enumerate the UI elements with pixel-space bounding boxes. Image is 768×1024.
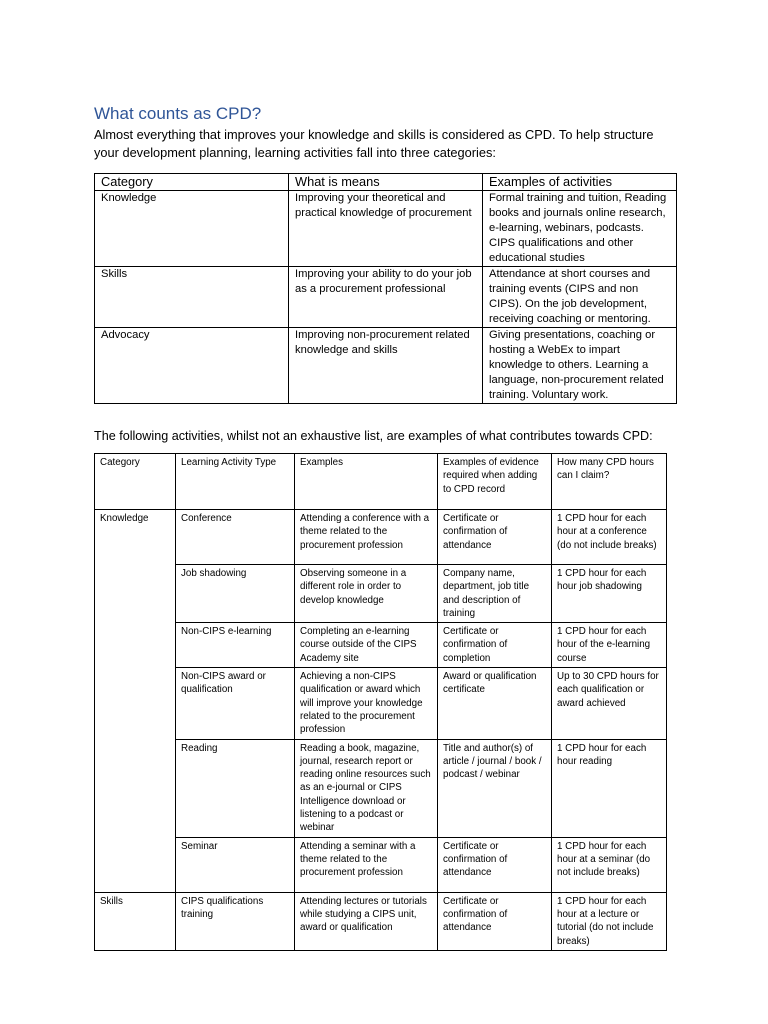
table-cell: Certificate or confirmation of attendance — [438, 510, 552, 565]
cpd-activities-table — [94, 453, 667, 951]
category-cell — [95, 565, 176, 623]
table-row — [95, 328, 677, 404]
table-cell: 1 CPD hour for each hour of the e-learning course — [552, 623, 667, 668]
table-cell: Observing someone in a different role in order to develop knowledge — [295, 565, 438, 623]
table-cell: 1 CPD hour for each hour job shadowing — [552, 565, 667, 623]
header-cell: Learning Activity Type — [176, 454, 295, 510]
intro-paragraph: Almost everything that improves your knowledge and skills is considered as CPD. To help structure your development planning, learning activities fall into three categories: — [94, 127, 654, 160]
table-cell: Reading — [176, 739, 295, 837]
table-cell: Completing an e-learning course outside of the CIPS Academy site — [295, 623, 438, 668]
activities-intro: The following activities, whilst not an exhaustive list, are examples of what contributes towards CPD: — [94, 429, 653, 443]
table-cell: Attendance at short courses and training events (CIPS and non CIPS). On the job development, receiving coaching or mentoring. — [483, 267, 677, 328]
table-cell: Reading a book, magazine, journal, research report or reading online resources such as an e-journal or CIPS Intelligence download or listening to a podcast or webinar — [295, 739, 438, 837]
table-cell: 1 CPD hour for each hour at a conference (do not include breaks) — [552, 510, 667, 565]
header-cell: Category — [95, 454, 176, 510]
header-cell: Category — [95, 174, 289, 191]
table-cell: Improving your theoretical and practical knowledge of procurement — [289, 191, 483, 267]
header-cell: How many CPD hours can I claim? — [552, 454, 667, 510]
table-cell: Non-CIPS award or qualification — [176, 668, 295, 739]
table-row — [95, 623, 667, 668]
table-cell: Attending a conference with a theme related to the procurement profession — [295, 510, 438, 565]
table-cell: Title and author(s) of article / journal / book / podcast / webinar — [438, 739, 552, 837]
table-cell: Certificate or confirmation of completion — [438, 623, 552, 668]
table-row — [95, 267, 677, 328]
category-cell — [95, 837, 176, 892]
table-row — [95, 565, 667, 623]
table-cell: Certificate or confirmation of attendance — [438, 837, 552, 892]
table-cell: Certificate or confirmation of attendance — [438, 892, 552, 950]
table-cell: Award or qualification certificate — [438, 668, 552, 739]
category-cell — [95, 668, 176, 739]
table-cell: Advocacy — [95, 328, 289, 404]
table-cell: 1 CPD hour for each hour at a seminar (do not include breaks) — [552, 837, 667, 892]
table-cell: Knowledge — [95, 191, 289, 267]
table-cell: 1 CPD hour for each hour at a lecture or tutorial (do not include breaks) — [552, 892, 667, 950]
table-cell: Improving your ability to do your job as a procurement professional — [289, 267, 483, 328]
header-cell: Examples of evidence required when adding to CPD record — [438, 454, 552, 510]
category-cell — [95, 739, 176, 837]
table-cell: Seminar — [176, 837, 295, 892]
table-cell: Formal training and tuition, Reading books and journals online research, e-learning, webinars, podcasts. CIPS qualifications and other educational studies — [483, 191, 677, 267]
table-cell: Job shadowing — [176, 565, 295, 623]
header-cell: Examples of activities — [483, 174, 677, 191]
table-header-row — [95, 454, 667, 510]
table-row — [95, 668, 667, 739]
table-cell: Achieving a non-CIPS qualification or award which will improve your knowledge related to the procurement profession — [295, 668, 438, 739]
table-cell: Up to 30 CPD hours for each qualification or award achieved — [552, 668, 667, 739]
category-cell: Skills — [95, 892, 176, 950]
header-cell: What is means — [289, 174, 483, 191]
cpd-categories-table — [94, 173, 677, 404]
table-cell: Company name, department, job title and description of training — [438, 565, 552, 623]
table-cell: Improving non-procurement related knowledge and skills — [289, 328, 483, 404]
table-cell: Giving presentations, coaching or hosting a WebEx to impart knowledge to others. Learning a language, non-procurement related training. Voluntary work. — [483, 328, 677, 404]
table-cell: 1 CPD hour for each hour reading — [552, 739, 667, 837]
category-cell — [95, 623, 176, 668]
table-header-row — [95, 174, 677, 191]
table-cell: Conference — [176, 510, 295, 565]
table-row — [95, 837, 667, 892]
table-cell: Attending a seminar with a theme related to the procurement profession — [295, 837, 438, 892]
header-cell: Examples — [295, 454, 438, 510]
page-title: What counts as CPD? — [94, 104, 262, 123]
table-cell: Skills — [95, 267, 289, 328]
table-row — [95, 739, 667, 837]
table-cell: CIPS qualifications training — [176, 892, 295, 950]
table-row — [95, 892, 667, 950]
table-cell: Non-CIPS e-learning — [176, 623, 295, 668]
table-row — [95, 191, 677, 267]
table-cell: Attending lectures or tutorials while studying a CIPS unit, award or qualification — [295, 892, 438, 950]
category-cell: Knowledge — [95, 510, 176, 565]
table-row — [95, 510, 667, 565]
